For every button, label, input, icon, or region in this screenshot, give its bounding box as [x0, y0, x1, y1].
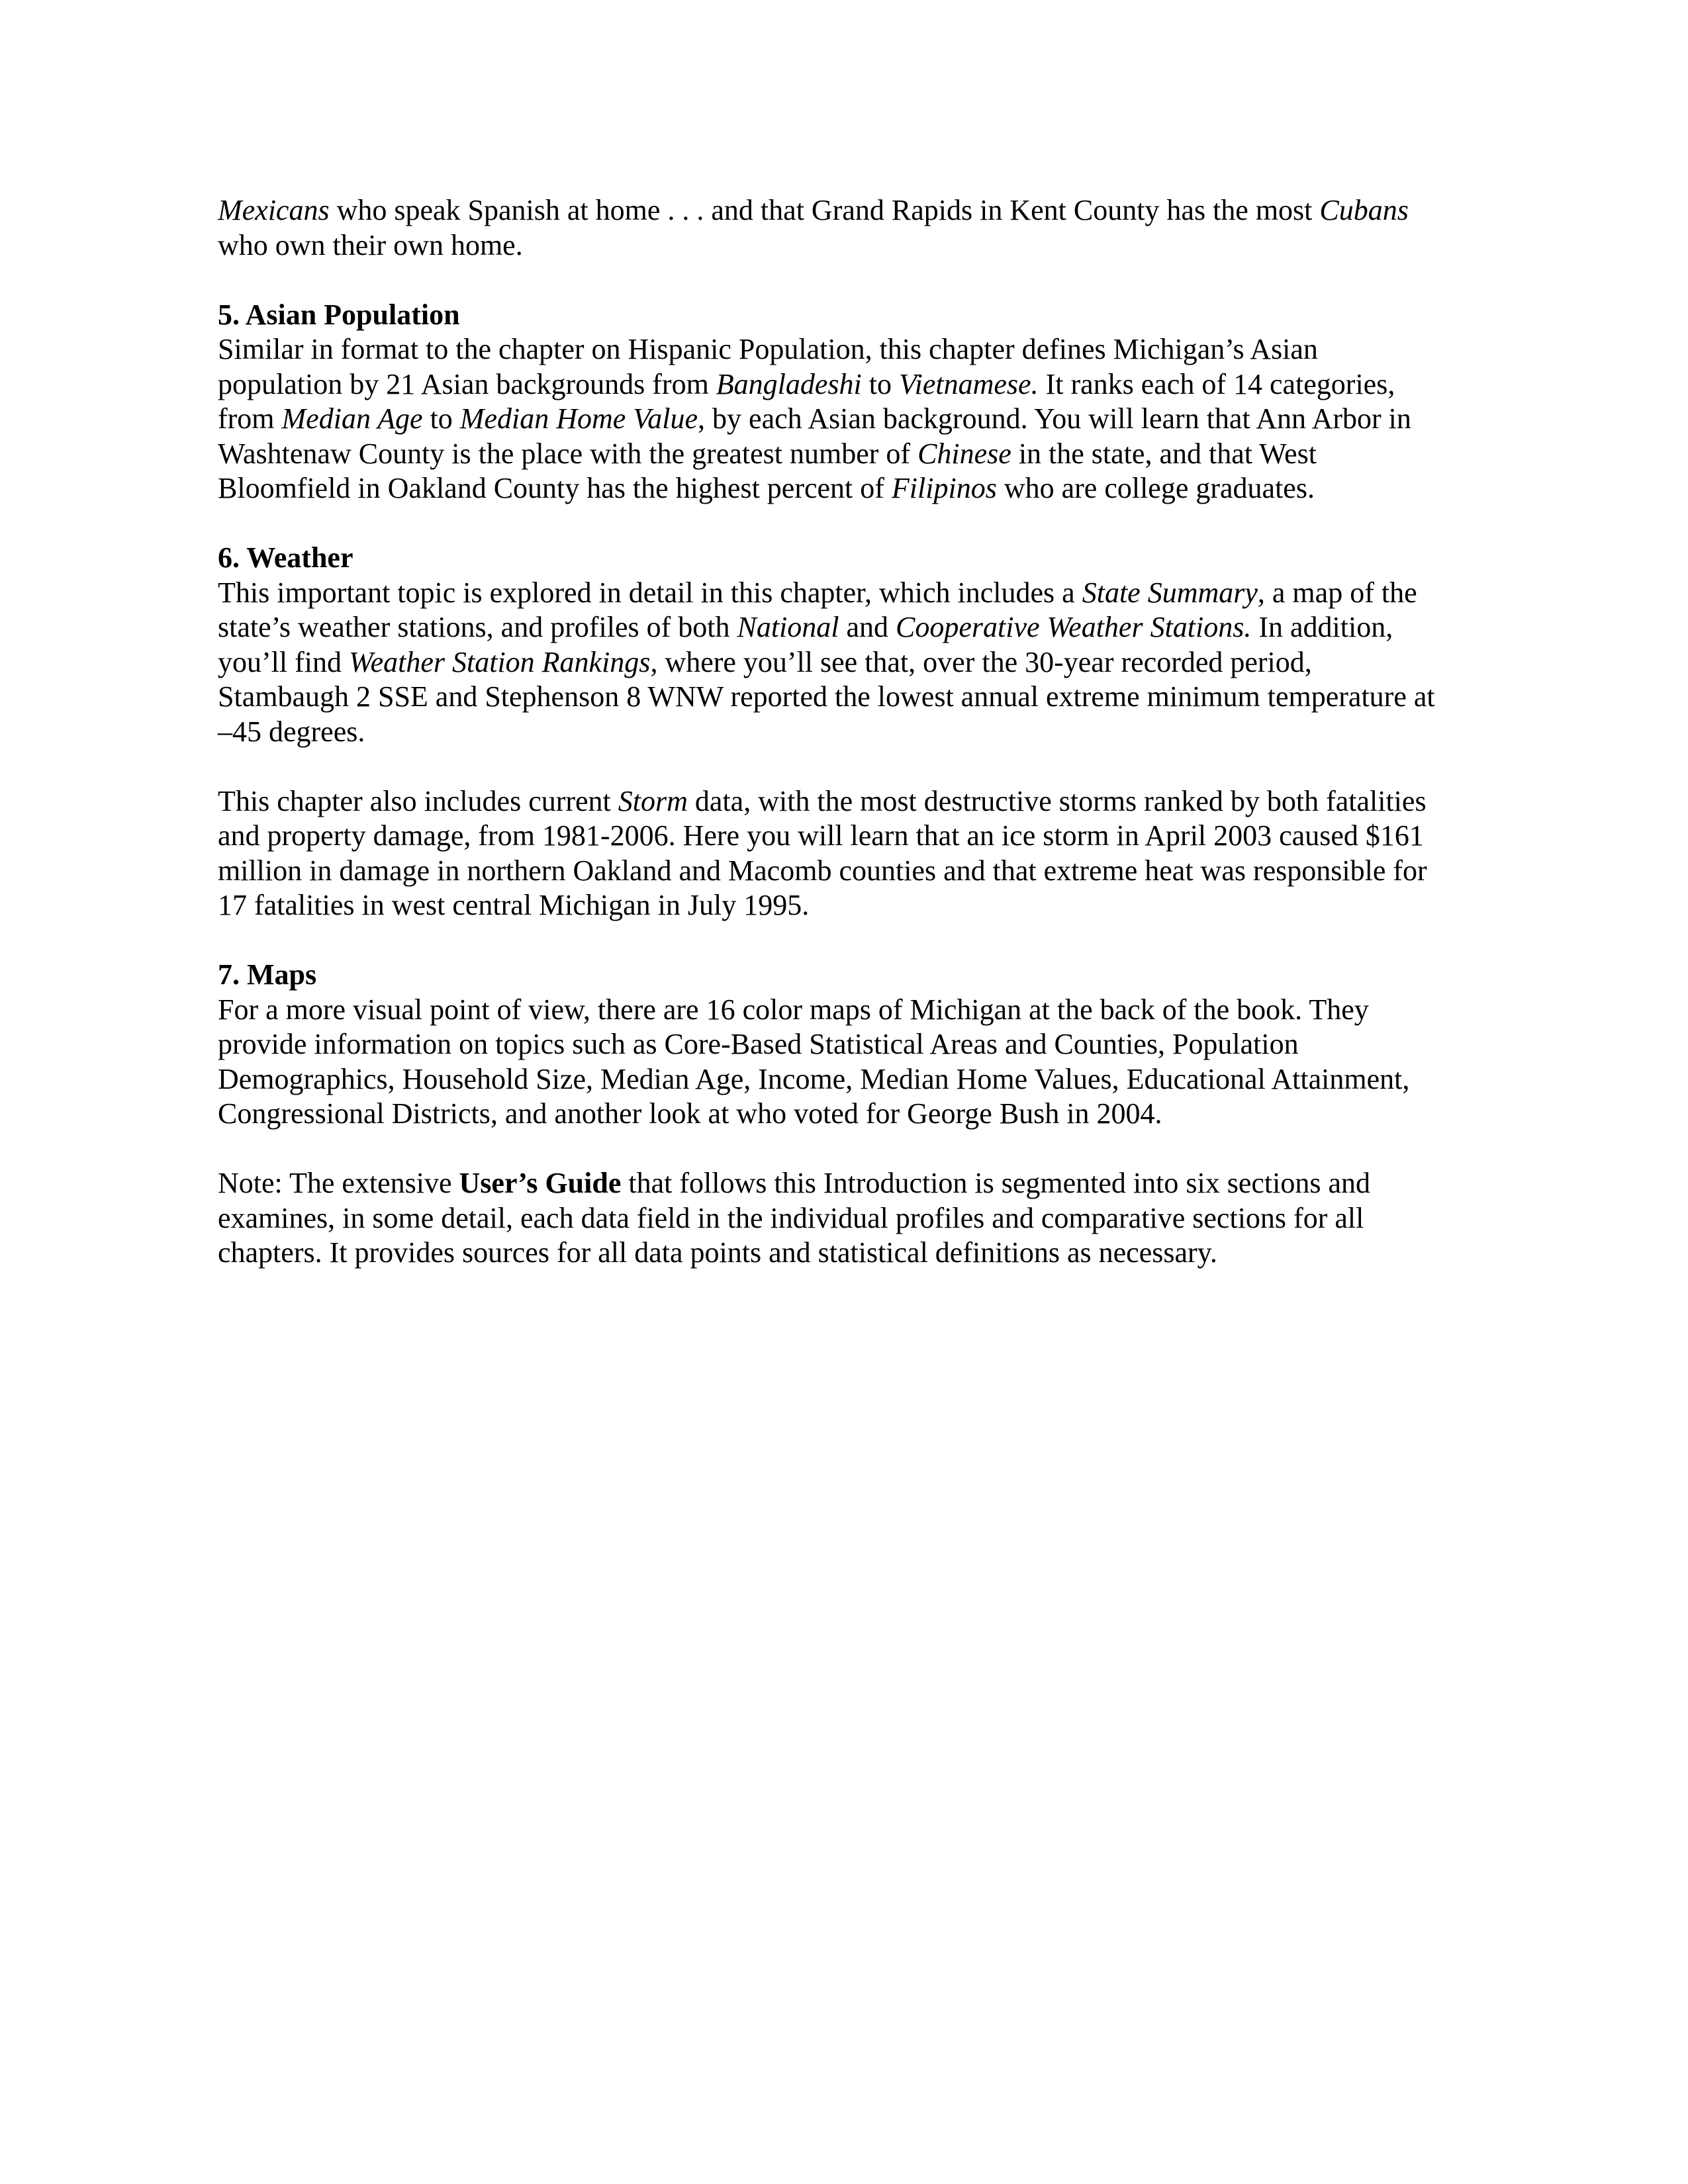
text-line — [218, 437, 1492, 472]
italic-text: Cubans — [1319, 194, 1409, 226]
section-asian-population — [218, 298, 1492, 506]
text-run: 17 fatalities in west central Michigan in July 1995. — [218, 889, 810, 921]
text-run: in the state, and that West — [1011, 437, 1317, 470]
text-run: data, with the most destructive storms ranked by both fatalities — [687, 784, 1427, 817]
text-line — [218, 1062, 1492, 1097]
text-run: Stambaugh 2 SSE and Stephenson 8 WNW reported the lowest annual extreme minimum temperature at — [218, 680, 1435, 713]
section-weather — [218, 541, 1492, 749]
italic-text: National — [737, 611, 839, 643]
section-paragraph — [218, 332, 1492, 506]
text-line — [218, 1027, 1492, 1062]
text-run: you’ll find — [218, 645, 349, 678]
text-line — [218, 1166, 1492, 1201]
bold-text: User’s Guide — [459, 1167, 622, 1199]
italic-text: State Summary — [1082, 576, 1258, 609]
section-maps — [218, 958, 1492, 1132]
italic-text: Chinese — [917, 437, 1011, 470]
text-line — [218, 645, 1492, 680]
text-line — [218, 784, 1492, 819]
intro-paragraph — [218, 193, 1492, 263]
text-run: Washtenaw County is the place with the greatest number of — [218, 437, 918, 470]
text-line — [218, 193, 1492, 228]
text-run: to — [422, 402, 460, 435]
italic-text: Bangladeshi — [716, 367, 862, 400]
text-run: This chapter also includes current — [218, 784, 618, 817]
text-line — [218, 854, 1492, 889]
intro-text — [218, 193, 1492, 263]
text-line — [218, 402, 1492, 437]
italic-text: Median Home Value — [459, 402, 698, 435]
italic-text: Mexicans — [218, 194, 330, 226]
text-run: population by 21 Asian backgrounds from — [218, 367, 716, 400]
text-run: who own their own home. — [218, 228, 523, 261]
text-run: It ranks each of 14 categories, — [1038, 367, 1395, 400]
section-heading: 5. Asian Population — [218, 298, 460, 331]
text-line — [218, 680, 1492, 715]
document-page — [218, 193, 1492, 1305]
text-run: and property damage, from 1981-2006. Here you will learn that an ice storm in April 2003 caused $161 — [218, 819, 1424, 852]
text-line — [218, 367, 1492, 402]
text-run: that follows this Introduction is segmented into six sections and — [621, 1167, 1371, 1199]
text-run: to — [861, 367, 900, 400]
section-paragraph — [218, 993, 1492, 1132]
text-run: –45 degrees. — [218, 715, 365, 748]
text-run: In addition, — [1251, 611, 1393, 643]
text-line — [218, 228, 1492, 263]
italic-text: Cooperative Weather Stations. — [896, 611, 1252, 643]
text-run: who speak Spanish at home . . . and that Grand Rapids in Kent County has the most — [329, 194, 1320, 226]
section-paragraph — [218, 576, 1492, 750]
weather-storm-paragraph — [218, 784, 1492, 923]
text-run: Note: The extensive — [218, 1167, 459, 1199]
text-run: provide information on topics such as Core-Based Statistical Areas and Counties, Population — [218, 1028, 1299, 1060]
text-run: Similar in format to the chapter on Hispanic Population, this chapter defines Michigan’s Asian — [218, 333, 1318, 365]
text-run: who are college graduates. — [996, 472, 1315, 504]
text-line — [218, 888, 1492, 923]
text-line — [218, 610, 1492, 645]
italic-text: Median Age — [281, 402, 423, 435]
text-line — [218, 1097, 1492, 1132]
italic-text: Storm — [618, 784, 688, 817]
text-run: state’s weather stations, and profiles of both — [218, 611, 737, 643]
section-heading: 6. Weather — [218, 541, 353, 574]
text-line — [218, 1236, 1492, 1271]
text-run: from — [218, 402, 282, 435]
italic-text: Weather Station Rankings — [348, 645, 651, 678]
text-line — [218, 993, 1492, 1028]
text-run: million in damage in northern Oakland and Macomb counties and that extreme heat was responsible for — [218, 854, 1427, 887]
text-run: For a more visual point of view, there are 16 color maps of Michigan at the back of the book. They — [218, 993, 1369, 1026]
text-run: This important topic is explored in detail in this chapter, which includes a — [218, 576, 1082, 609]
text-run: Bloomfield in Oakland County has the highest percent of — [218, 472, 892, 504]
text-line — [218, 471, 1492, 506]
text-line — [218, 576, 1492, 611]
text-run: and — [839, 611, 896, 643]
text-run: examines, in some detail, each data field in the individual profiles and comparative sections for all — [218, 1201, 1364, 1234]
text-run: chapters. It provides sources for all data points and statistical definitions as necessary. — [218, 1236, 1217, 1269]
text-line — [218, 332, 1492, 367]
section-heading: 7. Maps — [218, 958, 317, 991]
text-run: , by each Asian background. You will learn that Ann Arbor in — [698, 402, 1411, 435]
italic-text: Filipinos — [891, 472, 997, 504]
note-paragraph — [218, 1166, 1492, 1271]
text-line — [218, 1201, 1492, 1236]
text-line — [218, 715, 1492, 750]
text-run: Congressional Districts, and another look at who voted for George Bush in 2004. — [218, 1097, 1162, 1130]
text-run: , where you’ll see that, over the 30-year recorded period, — [650, 645, 1312, 678]
text-line — [218, 819, 1492, 854]
section-paragraph — [218, 784, 1492, 923]
italic-text: Vietnamese. — [899, 367, 1039, 400]
text-run: , a map of the — [1257, 576, 1417, 609]
note-text — [218, 1166, 1492, 1271]
text-run: Demographics, Household Size, Median Age, Income, Median Home Values, Educational Attainment, — [218, 1062, 1410, 1095]
